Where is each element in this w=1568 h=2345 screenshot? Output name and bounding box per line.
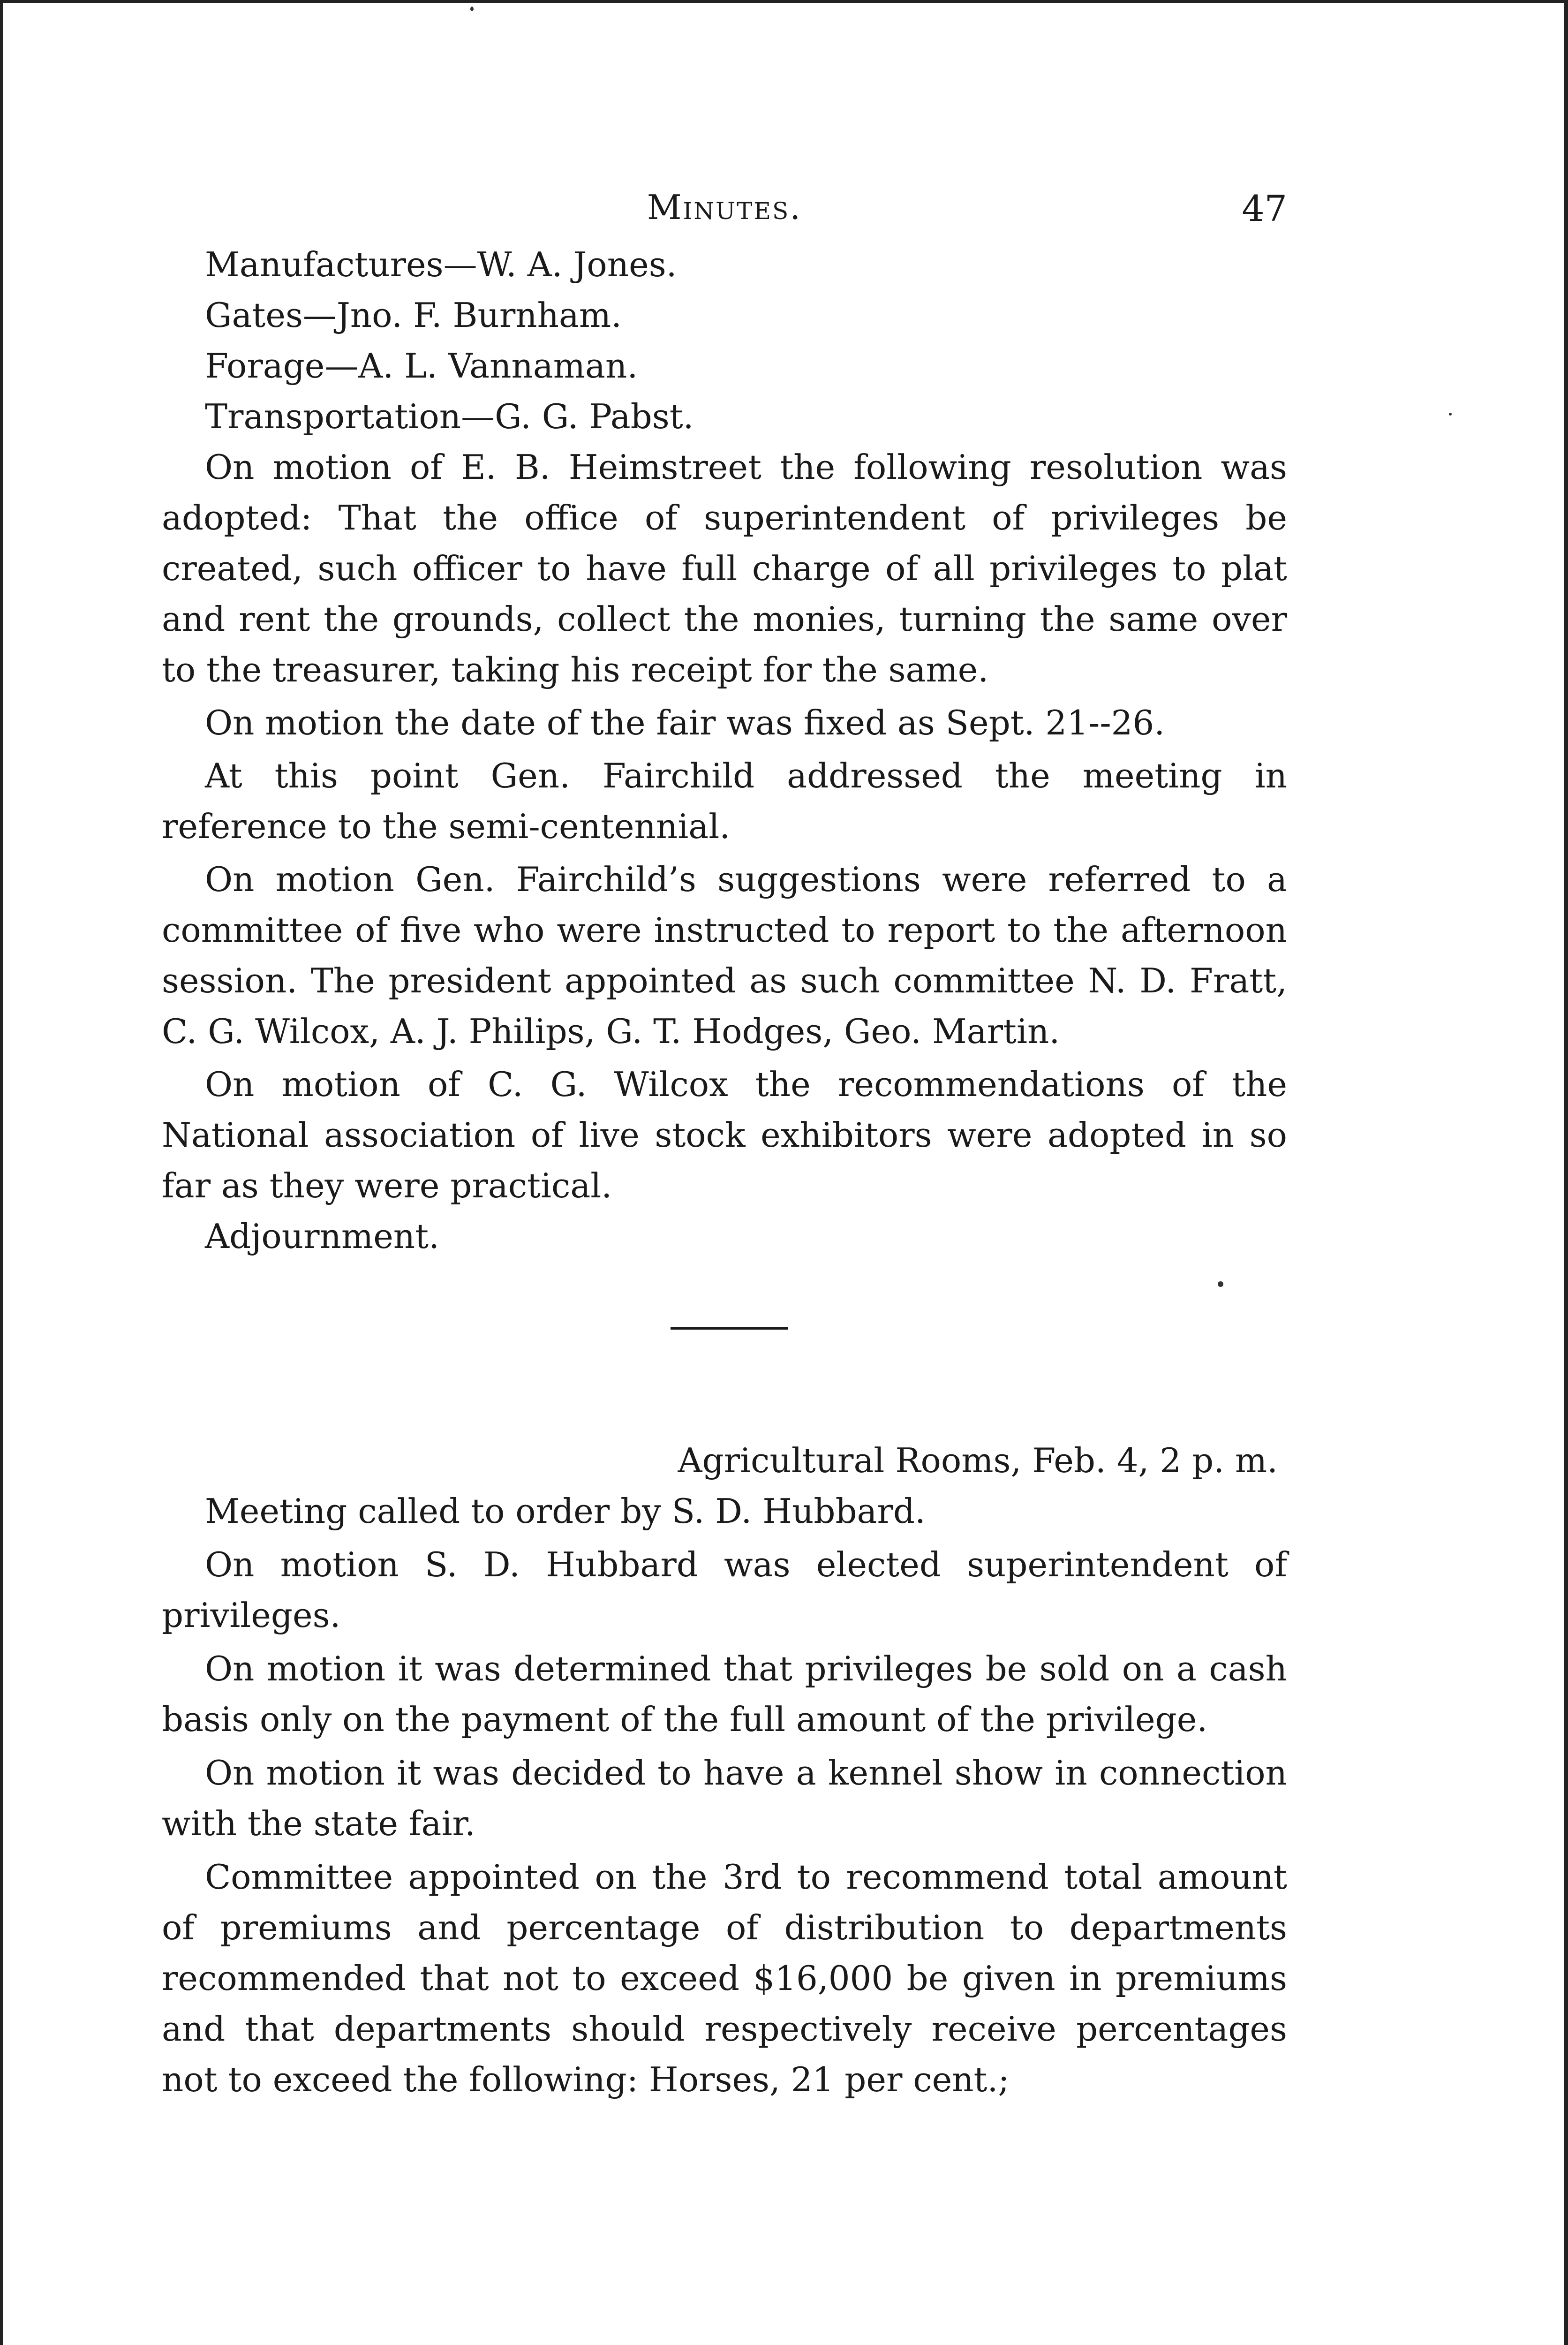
adjournment-line: Adjournment. [205, 1217, 439, 1256]
committee-entry: Transportation—G. G. Pabst. [205, 397, 694, 436]
minutes-paragraph: At this point Gen. Fairchild addressed the meeting in reference to the semi-centennial. [162, 756, 1287, 846]
running-head [162, 188, 1287, 239]
running-title: Minutes. [647, 188, 802, 227]
session-dateline: Agricultural Rooms, Feb. 4, 2 p. m. [678, 1441, 1278, 1480]
minutes-paragraph: On motion S. D. Hubbard was elected superintendent of privileges. [162, 1545, 1287, 1635]
minutes-paragraph: On motion it was determined that privileges be sold on a cash basis only on the payment of the full amount of the privilege. [162, 1649, 1287, 1739]
minutes-paragraph: On motion Gen. Fairchild’s suggestions were referred to a committee of five who were instructed to report to the afternoon session. The president appointed as such committee N. D. Fratt, C. G. Wilcox, A. J. Philips, G. T. Hodges, Geo. Martin. [162, 860, 1287, 1051]
minutes-paragraph: On motion of C. G. Wilcox the recommendations of the National association of live stock exhibitors were adopted in so far as they were practical. [162, 1065, 1287, 1205]
committee-entry: Gates—Jno. F. Burnham. [205, 295, 622, 335]
page-number: 47 [1242, 188, 1287, 229]
committee-list [162, 239, 1287, 442]
book-page [162, 188, 1287, 2105]
ink-speck [470, 7, 474, 11]
minutes-paragraph: On motion it was decided to have a kennel show in connection with the state fair. [162, 1753, 1287, 1843]
morning-minutes [162, 442, 1287, 1262]
committee-entry: Forage—A. L. Vannaman. [205, 346, 638, 386]
section-divider [671, 1327, 788, 1330]
minutes-paragraph: On motion the date of the fair was fixed as Sept. 21--26. [205, 703, 1165, 742]
ink-speck [1449, 413, 1452, 416]
resolution-paragraph: On motion of E. B. Heimstreet the following resolution was adopted: That the office of superintendent of privileges be created, such officer to have full charge of all privileges to plat and rent the grounds, collect the monies, turning the same over to the treasurer, taking his receipt for the same. [162, 447, 1287, 689]
committee-entry: Manufactures—W. A. Jones. [205, 245, 677, 284]
afternoon-minutes [162, 1435, 1287, 2105]
minutes-paragraph: Committee appointed on the 3rd to recommend total amount of premiums and percentage of distribution to departments recommended that not to exceed $16,000 be given in premiums and that departments should respectively receive percentages not to exceed the following: Horses, 21 per cent.; [162, 1857, 1287, 2099]
minutes-paragraph: Meeting called to order by S. D. Hubbard. [205, 1491, 926, 1531]
